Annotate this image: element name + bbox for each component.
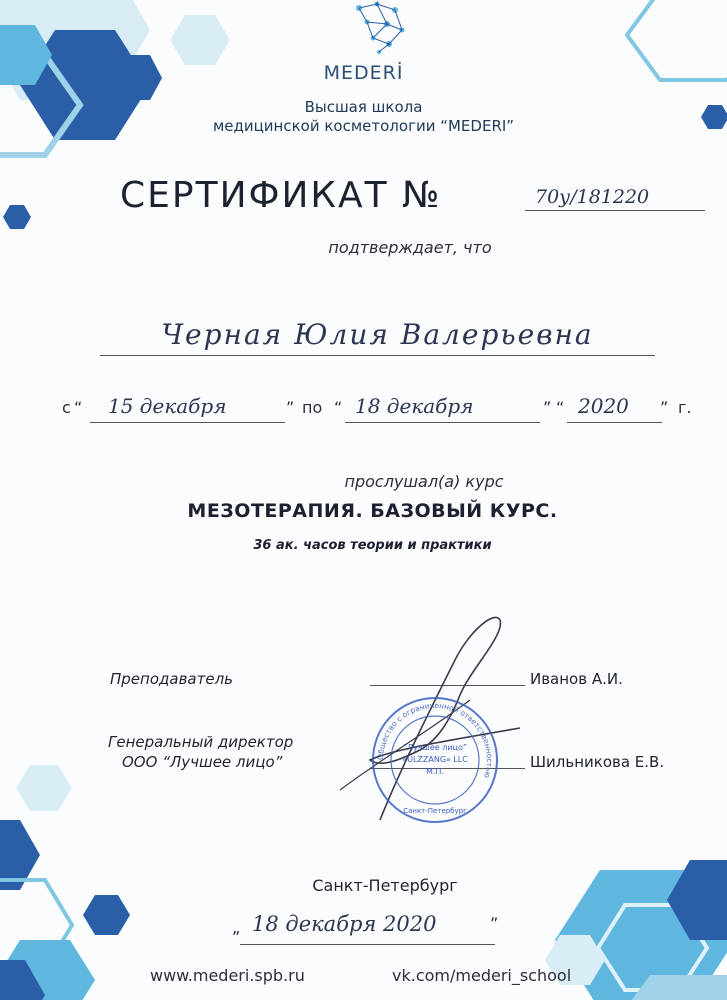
from-prefix: с xyxy=(62,398,71,417)
quote-close-3: ” xyxy=(660,398,669,417)
teacher-role: Преподаватель xyxy=(110,670,234,688)
school-name-line2: медицинской косметологии “MEDERI” xyxy=(212,117,515,135)
number-underline xyxy=(525,210,705,211)
footer-city: Санкт-Петербург xyxy=(312,876,458,895)
certificate-title: СЕРТИФИКАТ № xyxy=(120,175,442,216)
mederi-logo-icon xyxy=(337,0,417,60)
quote-open-4: „ xyxy=(232,918,241,937)
listened-text: прослушал(а) курс xyxy=(344,472,504,491)
confirms-text: подтверждает, что xyxy=(328,238,492,257)
course-hours: 36 ак. часов теории и практики xyxy=(253,538,492,553)
year: 2020 xyxy=(578,394,629,418)
year-underline xyxy=(567,422,662,423)
seal-center-line2: «ULZZANG» LLC xyxy=(402,755,468,764)
footer-website[interactable]: www.mederi.spb.ru xyxy=(150,966,305,985)
quote-open-3: “ xyxy=(556,398,565,417)
seal-outer-text: Общество с ограниченной ответственностью xyxy=(375,700,495,780)
quote-close-2: ” xyxy=(543,398,552,417)
to-date-underline xyxy=(345,422,540,423)
footer-social[interactable]: vk.com/mederi_school xyxy=(392,966,572,985)
seal-city: Санкт-Петербург xyxy=(403,807,467,815)
recipient-name: Черная Юлия Валерьевна xyxy=(161,318,594,351)
seal-center-line3: М.П. xyxy=(425,767,445,776)
certificate-number: 70у/181220 xyxy=(535,186,650,208)
quote-close-4: ” xyxy=(490,914,499,933)
issue-date: 18 декабря 2020 xyxy=(252,912,437,936)
director-role-line1: Генеральный директор xyxy=(108,733,294,751)
year-suffix: г. xyxy=(678,398,692,417)
teacher-name: Иванов А.И. xyxy=(530,670,623,688)
quote-close-1: ” xyxy=(286,398,295,417)
issue-date-underline xyxy=(240,944,495,945)
company-seal xyxy=(370,695,500,825)
quote-open-1: “ xyxy=(74,398,83,417)
course-title: МЕЗОТЕРАПИЯ. БАЗОВЫЙ КУРС. xyxy=(187,500,558,522)
director-role-line2: ООО “Лучшее лицо” xyxy=(122,753,283,771)
name-underline xyxy=(100,355,655,356)
from-date: 15 декабря xyxy=(108,394,227,418)
quote-open-2: “ xyxy=(334,398,343,417)
school-name-line1: Высшая школа xyxy=(304,98,423,116)
director-name: Шильникова Е.В. xyxy=(530,753,665,771)
from-date-underline xyxy=(90,422,285,423)
brand-name: MEDERİ xyxy=(323,62,404,84)
to-date: 18 декабря xyxy=(355,394,474,418)
to-prefix: по xyxy=(302,398,323,417)
seal-center-line1: “Лучшее лицо” xyxy=(402,743,468,752)
